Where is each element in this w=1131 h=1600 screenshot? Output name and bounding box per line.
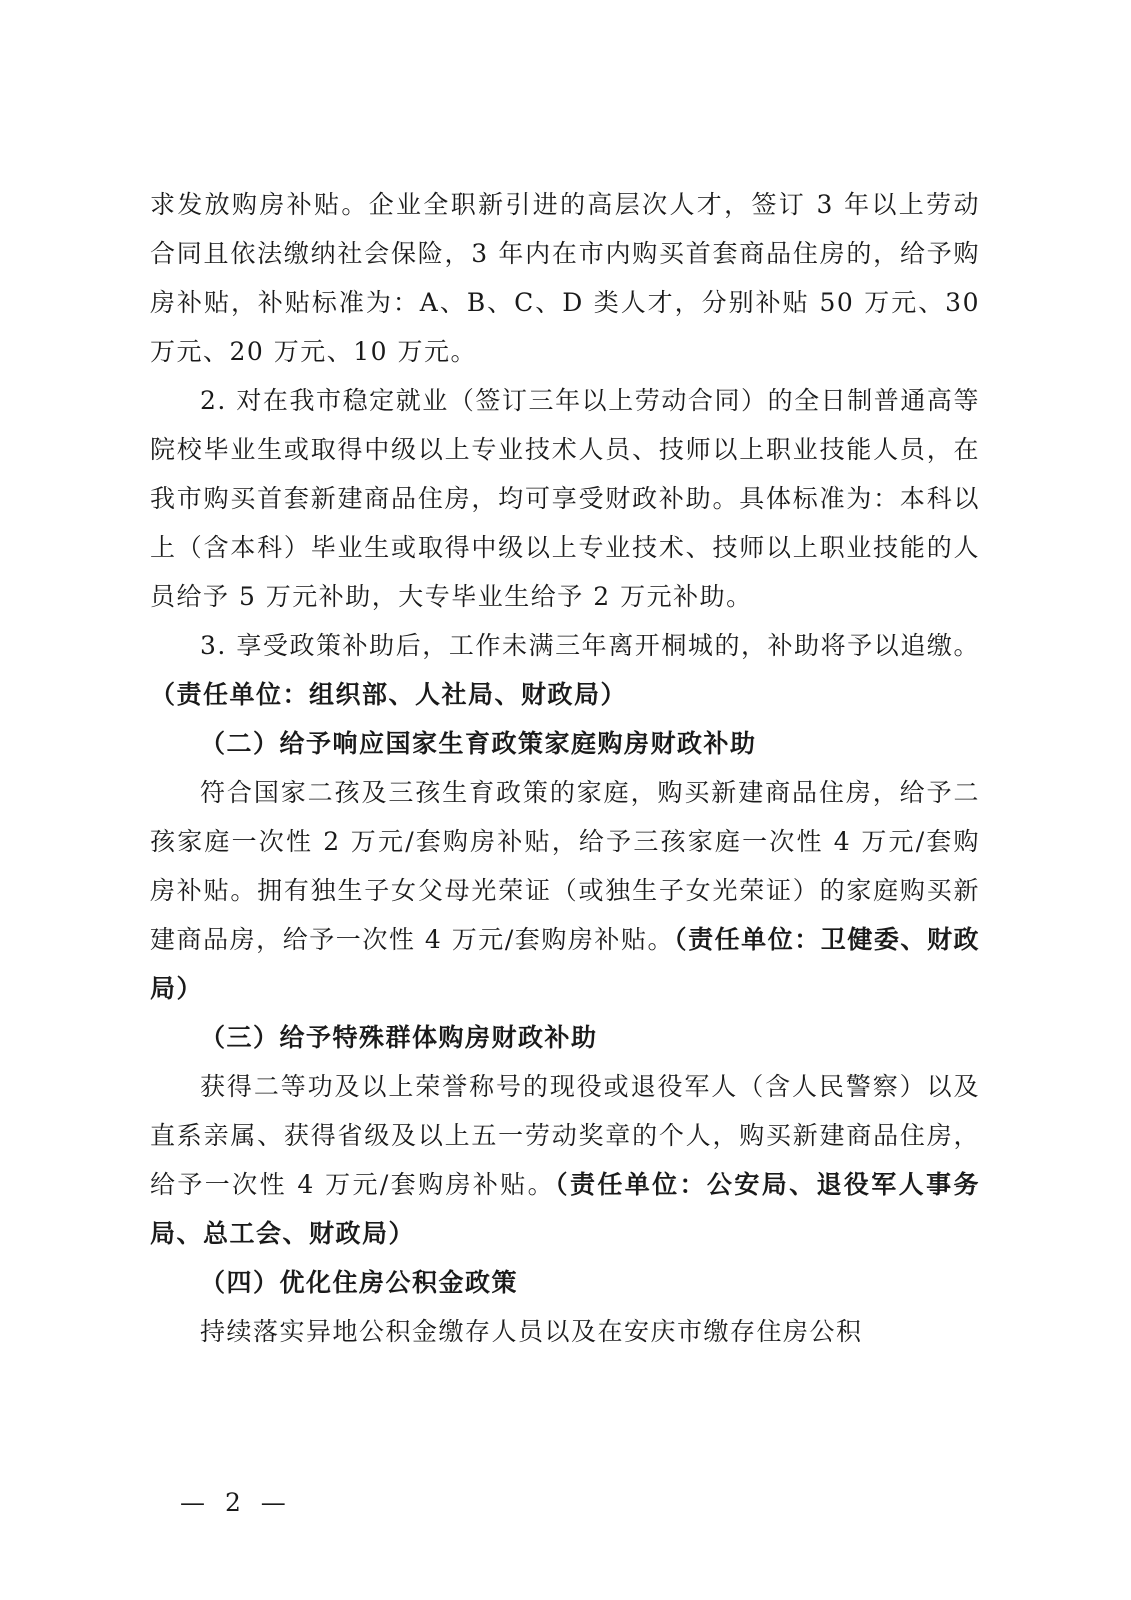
paragraph-clawback xyxy=(150,621,980,719)
paragraph-special-groups-subsidy xyxy=(150,1062,980,1258)
clawback-text: 3. 享受政策补助后，工作未满三年离开桐城的，补助将予以追缴。 xyxy=(200,631,980,660)
section-heading-fertility: （二）给予响应国家生育政策家庭购房财政补助 xyxy=(200,729,757,758)
fertility-text: 符合国家二孩及三孩生育政策的家庭，购买新建商品住房，给予二孩家庭一次性 2 万元/套购房补贴，给予三孩家庭一次性 4 万元/套购房补贴。拥有独生子女父母光荣证（或独生子女光荣证）的家庭购买新建商品房，给予一次性 4 万元/套购房补贴。 xyxy=(150,778,980,954)
paragraph-graduate-subsidy: 2. 对在我市稳定就业（签订三年以上劳动合同）的全日制普通高等院校毕业生或取得中级以上专业技术人员、技师以上职业技能人员，在我市购买首套新建商品住房，均可享受财政补助。具体标准为：本科以上（含本科）毕业生或取得中级以上专业技术、技师以上职业技能的人员给予 5 万元补助，大专毕业生给予 2 万元补助。 xyxy=(150,386,980,611)
section-heading-provident-fund: （四）优化住房公积金政策 xyxy=(200,1268,519,1297)
page-number: — 2 — xyxy=(180,1488,292,1517)
section-heading-special-groups: （三）给予特殊群体购房财政补助 xyxy=(200,1023,598,1052)
paragraph-fertility-subsidy xyxy=(150,768,980,1013)
paragraph-provident-fund: 持续落实异地公积金缴存人员以及在安庆市缴存住房公积 xyxy=(200,1317,863,1346)
responsibility-note: （责任单位：公安局、退役军人事务局、总工会、财政局） xyxy=(150,1170,980,1248)
paragraph-talent-subsidy: 求发放购房补贴。企业全职新引进的高层次人才，签订 3 年以上劳动合同且依法缴纳社会保险，3 年内在市内购买首套商品住房的，给予购房补贴，补贴标准为：A、B、C、D 类人才，分别补贴 50 万元、30 万元、20 万元、10 万元。 xyxy=(150,190,980,366)
responsibility-note: （责任单位：组织部、人社局、财政局） xyxy=(150,680,628,709)
document-body xyxy=(150,180,980,1356)
special-groups-text: 获得二等功及以上荣誉称号的现役或退役军人（含人民警察）以及直系亲属、获得省级及以上五一劳动奖章的个人，购买新建商品住房，给予一次性 4 万元/套购房补贴。 xyxy=(150,1072,980,1199)
responsibility-note: （责任单位：卫健委、财政局） xyxy=(150,925,980,1003)
